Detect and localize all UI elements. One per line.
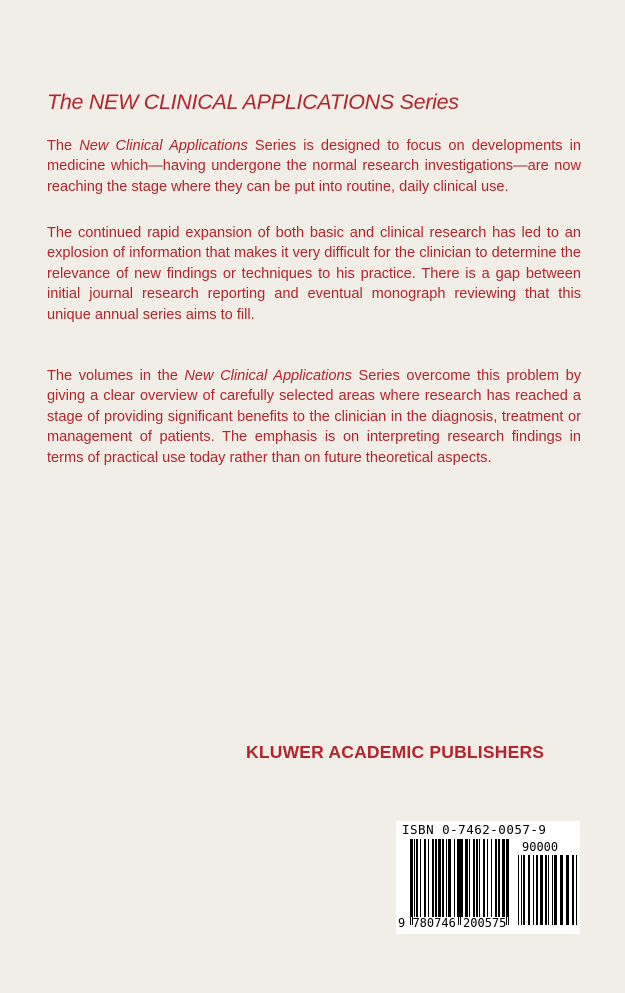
paragraph-volumes [47,366,581,468]
barcode-guard-bar [508,839,509,925]
barcode-bar [491,839,492,917]
paragraph-intro-pre: The [47,138,80,154]
ean-digits: 9 780746 200575 [398,916,507,930]
barcode-bar [545,855,547,925]
barcode-bar [552,855,553,925]
barcode-bar [476,839,478,917]
paragraph-intro [47,136,581,197]
price-addon-code: 90000 [522,840,559,854]
barcode-bar [448,839,451,917]
paragraph-expansion: The continued rapid expansion of both basic and clinical research has led to an explosion of information that makes it very difficult for the clinician to determine the relevance of new findings or techniques to his practice. There is a gap between initial journal research reporting and eventual monograph reviewing that this unique annual series aims to fill. [47,225,581,323]
barcode-bar [435,839,437,917]
barcode-bar [479,839,480,917]
barcode-bar [428,839,429,917]
barcode-bar [528,855,530,925]
barcode-bar [424,839,426,917]
barcode-bar [414,839,415,917]
series-name-italic: New Clinical Applications [184,368,352,384]
barcode-bar [502,839,505,917]
barcode-bar [483,839,485,917]
barcode-bar [554,855,557,925]
barcode-guard-bar [506,839,507,925]
barcode-bar [432,839,434,917]
barcode-bar [495,839,497,917]
barcode-bar [566,855,569,925]
barcode-bar [454,839,455,917]
barcode-bar [521,855,522,925]
barcode-bar [420,839,421,917]
series-name-italic: New Clinical Applications [79,138,248,154]
paragraph-intro-post: Series is designed to focus on developments in medicine which—having undergone the normal research investigations—are now reaching the stage where they can be put into routine, daily clinical use. [47,138,581,195]
barcode-guard-bar [458,839,459,925]
barcode-bar [416,839,418,917]
barcode-bar [465,839,468,917]
publisher-name: KLUWER ACADEMIC PUBLISHERS [246,742,545,762]
barcode-bar [533,855,534,925]
barcode-guard-bar [412,839,413,925]
barcode-bar [518,855,519,925]
series-title: The NEW CLINICAL APPLICATIONS Series [47,90,459,114]
barcode-guard-bar [410,839,411,925]
barcode-bar [498,839,500,917]
barcode-bar [469,839,470,917]
barcode-bar [572,855,574,925]
barcode-bar [536,855,538,925]
barcode-bar [438,839,441,917]
paragraph-volumes-pre: The volumes in the [47,368,185,384]
barcode-bar [473,839,475,917]
barcode-panel [396,821,580,934]
paragraph-volumes-post: Series overcome this problem by giving a clear overview of carefully selected areas where research has reached a stage of providing significant benefits to the clinician in the diagnosis, treatment or management of patients. The emphasis is on interpreting research findings in terms of practical use today rather than on future theoretical aspects. [47,368,582,466]
barcode-guard-bar [460,839,461,925]
barcode-bar [507,839,508,917]
barcode-bar [446,839,447,917]
barcode-bar [442,839,444,917]
barcode-bar [487,839,488,917]
isbn-label: ISBN 0-7462-0057-9 [402,822,547,837]
barcode-bar [548,855,549,925]
barcode-bar [461,839,463,917]
barcode-bar [540,855,543,925]
barcode-bar [576,855,577,925]
barcode-bar [523,855,525,925]
barcode-bar [560,855,563,925]
